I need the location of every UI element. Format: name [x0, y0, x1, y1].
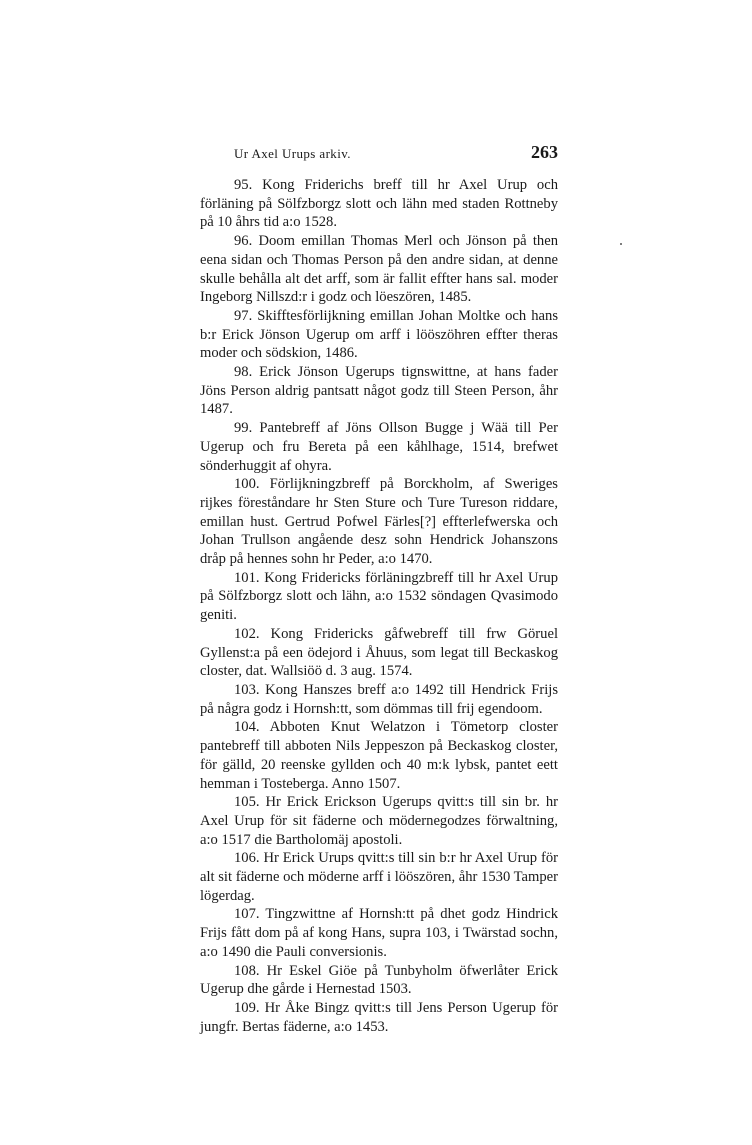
archive-entry-96: 96. Doom emillan Thomas Merl och Jönson på then eena sidan och Thomas Person på den andre sidan, at denne skulle behålla alt det arff, som är fallit effter hans sal. moder Ingeborg Nillszd:r i godz och löeszören, 1485.	[200, 233, 558, 306]
archive-entry-105: 105. Hr Erick Erickson Ugerups qvitt:s till sin br. hr Axel Urup för sit fäderne och mödernegodzes förwaltning, a:o 1517 die Bartholomäj apostoli.	[200, 794, 558, 848]
archive-entry-102: 102. Kong Fridericks gåfwebreff till frw Göruel Gyllenst:a på een ödejord i Åhuus, som legat till Beckaskog closter, dat. Wallsiöö d. 3 aug. 1574.	[200, 625, 558, 680]
page-number: 263	[531, 142, 558, 162]
archive-entry-107: 107. Tingzwittne af Hornsh:tt på dhet godz Hindrick Frijs fått dom på af kong Hans, supra 103, i Twärstad sochn, a:o 1490 die Pauli conversionis.	[200, 906, 558, 960]
running-title: Ur Axel Urups arkiv.	[234, 146, 351, 161]
archive-entry-106: 106. Hr Erick Urups qvitt:s till sin b:r hr Axel Urup för alt sit fäderne och möderne arff i lööszören, åhr 1530 Tamper lögerdag.	[200, 850, 558, 904]
page-header	[200, 140, 558, 176]
archive-entry-109: 109. Hr Åke Bingz qvitt:s till Jens Person Ugerup för jungfr. Bertas fäderne, a:o 1453.	[200, 999, 558, 1035]
archive-entry-98: 98. Erick Jönson Ugerups tignswittne, at hans fader Jöns Person aldrig pantsatt något godz till Steen Person, åhr 1487.	[200, 364, 558, 418]
book-page	[200, 140, 558, 1036]
archive-entry-100: 100. Förlijkningzbreff på Borckholm, af Sweriges rijkes föreståndare hr Sten Sture och Ture Tureson riddare, emillan hust. Gertrud Pofwel Färles[?] effterlefwerska och Johan Trullson angående desz sohn Hendrick Johanszons dråp på hennes sohn hr Peder, a:o 1470.	[200, 476, 558, 568]
archive-entry-99: 99. Pantebreff af Jöns Ollson Bugge j Wää till Per Ugerup och fru Bereta på een kåhlhage, 1514, brefwet sönderhuggit af ohyra.	[200, 420, 558, 474]
archive-entry-108: 108. Hr Eskel Giöe på Tunbyholm öfwerlåter Erick Ugerup dhe gårde i Hernestad 1503.	[200, 962, 558, 998]
archive-entry-103: 103. Kong Hanszes breff a:o 1492 till Hendrick Frijs på några godz i Hornsh:tt, som dömmas till frij egendoom.	[200, 681, 558, 717]
archive-entry-97: 97. Skifftesförlijkning emillan Johan Moltke och hans b:r Erick Jönson Ugerup om arff i lööszöhren effter theras moder och södskion, 1486.	[200, 307, 558, 362]
archive-entry-list	[200, 176, 558, 1036]
scan-speck	[620, 243, 622, 245]
archive-entry-95: 95. Kong Friderichs breff till hr Axel Urup och förläning på Sölfzborgz slott och lähn med staden Rottneby på 10 åhrs tid a:o 1528.	[200, 177, 558, 231]
archive-entry-104: 104. Abboten Knut Welatzon i Tömetorp closter pantebreff till abboten Nils Jeppeszon på Beckaskog closter, för gälld, 20 reenske gyllden och 40 m:k lybsk, pantet eett hemman i Tosteberga. Anno 1507.	[200, 719, 558, 792]
archive-entry-101: 101. Kong Fridericks förläningzbreff till hr Axel Urup på Sölfzborgz slott och lähn, a:o 1532 söndagen Qvasimodo geniti.	[200, 569, 558, 624]
